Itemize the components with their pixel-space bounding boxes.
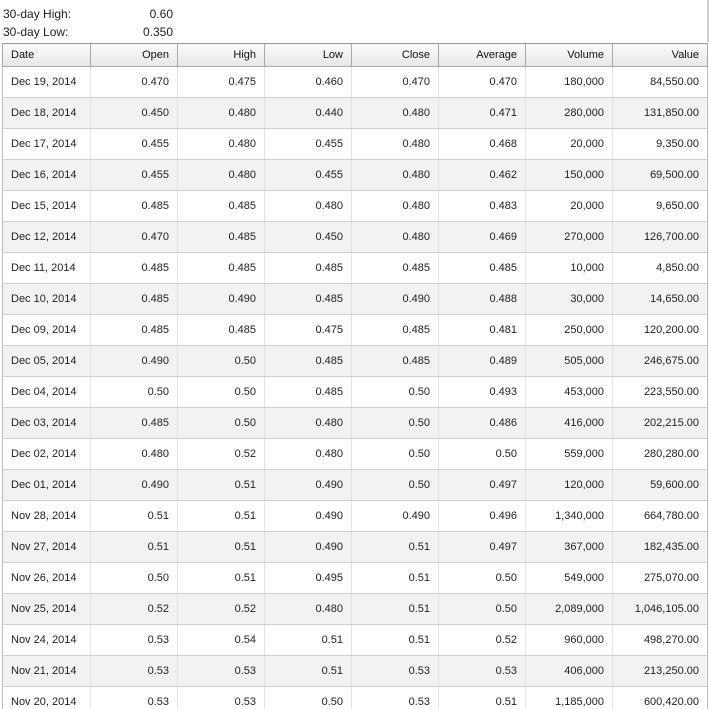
- summary-30-day-low: [3, 24, 173, 41]
- cell-low: 0.490: [265, 470, 352, 501]
- cell-date: Dec 17, 2014: [3, 129, 91, 160]
- cell-volume: 453,000: [526, 377, 613, 408]
- cell-open: 0.485: [91, 253, 178, 284]
- cell-low: 0.50: [265, 687, 352, 709]
- cell-average: 0.470: [439, 67, 526, 98]
- cell-volume: 2,089,000: [526, 594, 613, 625]
- cell-high: 0.490: [178, 284, 265, 315]
- cell-average: 0.481: [439, 315, 526, 346]
- table-row[interactable]: [3, 656, 708, 687]
- cell-volume: 10,000: [526, 253, 613, 284]
- table-row[interactable]: [3, 501, 708, 532]
- column-header-date[interactable]: Date: [3, 44, 91, 67]
- cell-average: 0.493: [439, 377, 526, 408]
- cell-low: 0.460: [265, 67, 352, 98]
- cell-volume: 280,000: [526, 98, 613, 129]
- cell-low: 0.485: [265, 377, 352, 408]
- cell-date: Dec 02, 2014: [3, 439, 91, 470]
- cell-high: 0.51: [178, 532, 265, 563]
- column-header-value[interactable]: Value: [613, 44, 708, 67]
- cell-date: Dec 18, 2014: [3, 98, 91, 129]
- cell-open: 0.455: [91, 129, 178, 160]
- table-row[interactable]: [3, 346, 708, 377]
- cell-average: 0.483: [439, 191, 526, 222]
- cell-open: 0.50: [91, 377, 178, 408]
- cell-open: 0.53: [91, 656, 178, 687]
- cell-volume: 180,000: [526, 67, 613, 98]
- table-row[interactable]: [3, 191, 708, 222]
- cell-open: 0.485: [91, 191, 178, 222]
- cell-open: 0.485: [91, 408, 178, 439]
- cell-close: 0.480: [352, 222, 439, 253]
- table-row[interactable]: [3, 253, 708, 284]
- cell-volume: 406,000: [526, 656, 613, 687]
- cell-high: 0.485: [178, 315, 265, 346]
- cell-close: 0.50: [352, 439, 439, 470]
- cell-average: 0.469: [439, 222, 526, 253]
- cell-average: 0.497: [439, 470, 526, 501]
- cell-value: 275,070.00: [613, 563, 708, 594]
- cell-close: 0.490: [352, 501, 439, 532]
- cell-high: 0.52: [178, 594, 265, 625]
- cell-high: 0.475: [178, 67, 265, 98]
- table-row[interactable]: [3, 315, 708, 346]
- cell-date: Nov 26, 2014: [3, 563, 91, 594]
- cell-value: 498,270.00: [613, 625, 708, 656]
- cell-high: 0.50: [178, 408, 265, 439]
- cell-close: 0.53: [352, 656, 439, 687]
- cell-date: Nov 25, 2014: [3, 594, 91, 625]
- cell-low: 0.485: [265, 346, 352, 377]
- cell-high: 0.480: [178, 98, 265, 129]
- cell-close: 0.470: [352, 67, 439, 98]
- cell-volume: 270,000: [526, 222, 613, 253]
- cell-close: 0.53: [352, 687, 439, 709]
- cell-value: 664,780.00: [613, 501, 708, 532]
- summary-low-value: 0.350: [142, 25, 173, 39]
- cell-volume: 1,340,000: [526, 501, 613, 532]
- cell-open: 0.490: [91, 470, 178, 501]
- cell-value: 4,850.00: [613, 253, 708, 284]
- cell-open: 0.50: [91, 563, 178, 594]
- cell-high: 0.485: [178, 191, 265, 222]
- cell-open: 0.53: [91, 687, 178, 709]
- cell-date: Nov 27, 2014: [3, 532, 91, 563]
- cell-high: 0.485: [178, 253, 265, 284]
- cell-high: 0.50: [178, 346, 265, 377]
- cell-low: 0.485: [265, 253, 352, 284]
- table-row[interactable]: [3, 687, 708, 709]
- table-row[interactable]: [3, 129, 708, 160]
- column-header-average[interactable]: Average: [439, 44, 526, 67]
- cell-volume: 416,000: [526, 408, 613, 439]
- cell-date: Nov 24, 2014: [3, 625, 91, 656]
- cell-value: 182,435.00: [613, 532, 708, 563]
- cell-close: 0.50: [352, 470, 439, 501]
- table-body: [3, 67, 708, 709]
- cell-value: 120,200.00: [613, 315, 708, 346]
- table-row[interactable]: [3, 67, 708, 98]
- cell-date: Nov 28, 2014: [3, 501, 91, 532]
- cell-close: 0.51: [352, 594, 439, 625]
- cell-value: 69,500.00: [613, 160, 708, 191]
- column-header-volume[interactable]: Volume: [526, 44, 613, 67]
- cell-volume: 120,000: [526, 470, 613, 501]
- column-header-close[interactable]: Close: [352, 44, 439, 67]
- cell-close: 0.480: [352, 98, 439, 129]
- table-row[interactable]: [3, 377, 708, 408]
- cell-low: 0.455: [265, 129, 352, 160]
- cell-open: 0.485: [91, 284, 178, 315]
- cell-open: 0.52: [91, 594, 178, 625]
- cell-date: Nov 20, 2014: [3, 687, 91, 709]
- cell-volume: 549,000: [526, 563, 613, 594]
- summary-high-label: 30-day High:: [3, 7, 72, 21]
- cell-close: 0.50: [352, 377, 439, 408]
- cell-close: 0.485: [352, 253, 439, 284]
- cell-low: 0.495: [265, 563, 352, 594]
- table-row[interactable]: [3, 98, 708, 129]
- cell-close: 0.480: [352, 129, 439, 160]
- column-header-open[interactable]: Open: [91, 44, 178, 67]
- cell-high: 0.54: [178, 625, 265, 656]
- table-row[interactable]: [3, 625, 708, 656]
- cell-low: 0.490: [265, 532, 352, 563]
- cell-volume: 150,000: [526, 160, 613, 191]
- cell-average: 0.462: [439, 160, 526, 191]
- cell-date: Dec 15, 2014: [3, 191, 91, 222]
- cell-average: 0.50: [439, 563, 526, 594]
- cell-close: 0.485: [352, 315, 439, 346]
- cell-low: 0.51: [265, 625, 352, 656]
- cell-average: 0.468: [439, 129, 526, 160]
- cell-average: 0.488: [439, 284, 526, 315]
- cell-value: 246,675.00: [613, 346, 708, 377]
- table-row[interactable]: [3, 594, 708, 625]
- cell-value: 131,850.00: [613, 98, 708, 129]
- cell-volume: 20,000: [526, 191, 613, 222]
- table-row[interactable]: [3, 408, 708, 439]
- cell-close: 0.51: [352, 563, 439, 594]
- cell-low: 0.480: [265, 191, 352, 222]
- cell-date: Nov 21, 2014: [3, 656, 91, 687]
- cell-date: Dec 19, 2014: [3, 67, 91, 98]
- summary-30-day-high: [3, 6, 173, 23]
- cell-volume: 960,000: [526, 625, 613, 656]
- cell-close: 0.490: [352, 284, 439, 315]
- cell-high: 0.53: [178, 687, 265, 709]
- cell-value: 280,280.00: [613, 439, 708, 470]
- cell-open: 0.53: [91, 625, 178, 656]
- cell-average: 0.50: [439, 594, 526, 625]
- price-history-table: [2, 43, 708, 709]
- cell-open: 0.480: [91, 439, 178, 470]
- cell-average: 0.50: [439, 439, 526, 470]
- table-row[interactable]: [3, 532, 708, 563]
- summary-high-value: 0.60: [149, 7, 173, 21]
- cell-volume: 1,185,000: [526, 687, 613, 709]
- cell-date: Dec 03, 2014: [3, 408, 91, 439]
- table-row[interactable]: [3, 284, 708, 315]
- cell-value: 202,215.00: [613, 408, 708, 439]
- cell-high: 0.52: [178, 439, 265, 470]
- cell-average: 0.497: [439, 532, 526, 563]
- cell-value: 84,550.00: [613, 67, 708, 98]
- cell-low: 0.480: [265, 439, 352, 470]
- cell-close: 0.480: [352, 191, 439, 222]
- cell-low: 0.455: [265, 160, 352, 191]
- cell-high: 0.480: [178, 160, 265, 191]
- cell-close: 0.50: [352, 408, 439, 439]
- cell-high: 0.480: [178, 129, 265, 160]
- table-row[interactable]: [3, 470, 708, 501]
- cell-close: 0.480: [352, 160, 439, 191]
- cell-volume: 559,000: [526, 439, 613, 470]
- cell-low: 0.480: [265, 594, 352, 625]
- cell-low: 0.450: [265, 222, 352, 253]
- cell-average: 0.489: [439, 346, 526, 377]
- cell-open: 0.470: [91, 222, 178, 253]
- summary-low-label: 30-day Low:: [3, 25, 69, 39]
- cell-average: 0.51: [439, 687, 526, 709]
- cell-value: 14,650.00: [613, 284, 708, 315]
- cell-low: 0.485: [265, 284, 352, 315]
- cell-low: 0.490: [265, 501, 352, 532]
- table-row[interactable]: [3, 222, 708, 253]
- cell-high: 0.51: [178, 470, 265, 501]
- cell-open: 0.450: [91, 98, 178, 129]
- cell-value: 9,650.00: [613, 191, 708, 222]
- cell-date: Dec 11, 2014: [3, 253, 91, 284]
- column-header-low[interactable]: Low: [265, 44, 352, 67]
- cell-open: 0.51: [91, 532, 178, 563]
- cell-average: 0.496: [439, 501, 526, 532]
- cell-date: Dec 09, 2014: [3, 315, 91, 346]
- cell-close: 0.51: [352, 625, 439, 656]
- cell-volume: 30,000: [526, 284, 613, 315]
- cell-date: Dec 05, 2014: [3, 346, 91, 377]
- cell-value: 59,600.00: [613, 470, 708, 501]
- cell-date: Dec 12, 2014: [3, 222, 91, 253]
- cell-value: 600,420.00: [613, 687, 708, 709]
- cell-open: 0.470: [91, 67, 178, 98]
- table-row[interactable]: [3, 439, 708, 470]
- cell-value: 126,700.00: [613, 222, 708, 253]
- cell-volume: 505,000: [526, 346, 613, 377]
- cell-low: 0.480: [265, 408, 352, 439]
- cell-date: Dec 01, 2014: [3, 470, 91, 501]
- cell-low: 0.51: [265, 656, 352, 687]
- cell-date: Dec 16, 2014: [3, 160, 91, 191]
- column-header-high[interactable]: High: [178, 44, 265, 67]
- cell-open: 0.490: [91, 346, 178, 377]
- table-header-row: [3, 44, 708, 67]
- cell-open: 0.485: [91, 315, 178, 346]
- cell-value: 9,350.00: [613, 129, 708, 160]
- cell-average: 0.471: [439, 98, 526, 129]
- cell-close: 0.51: [352, 532, 439, 563]
- cell-low: 0.440: [265, 98, 352, 129]
- cell-date: Dec 04, 2014: [3, 377, 91, 408]
- cell-close: 0.485: [352, 346, 439, 377]
- cell-value: 223,550.00: [613, 377, 708, 408]
- cell-high: 0.51: [178, 563, 265, 594]
- cell-value: 1,046,105.00: [613, 594, 708, 625]
- cell-average: 0.53: [439, 656, 526, 687]
- cell-average: 0.485: [439, 253, 526, 284]
- cell-value: 213,250.00: [613, 656, 708, 687]
- cell-open: 0.455: [91, 160, 178, 191]
- cell-low: 0.475: [265, 315, 352, 346]
- cell-volume: 250,000: [526, 315, 613, 346]
- cell-average: 0.486: [439, 408, 526, 439]
- cell-open: 0.51: [91, 501, 178, 532]
- cell-volume: 20,000: [526, 129, 613, 160]
- summary-panel: [0, 0, 709, 42]
- cell-high: 0.485: [178, 222, 265, 253]
- cell-volume: 367,000: [526, 532, 613, 563]
- table-row[interactable]: [3, 563, 708, 594]
- cell-average: 0.52: [439, 625, 526, 656]
- cell-high: 0.53: [178, 656, 265, 687]
- cell-date: Dec 10, 2014: [3, 284, 91, 315]
- cell-high: 0.50: [178, 377, 265, 408]
- cell-high: 0.51: [178, 501, 265, 532]
- table-row[interactable]: [3, 160, 708, 191]
